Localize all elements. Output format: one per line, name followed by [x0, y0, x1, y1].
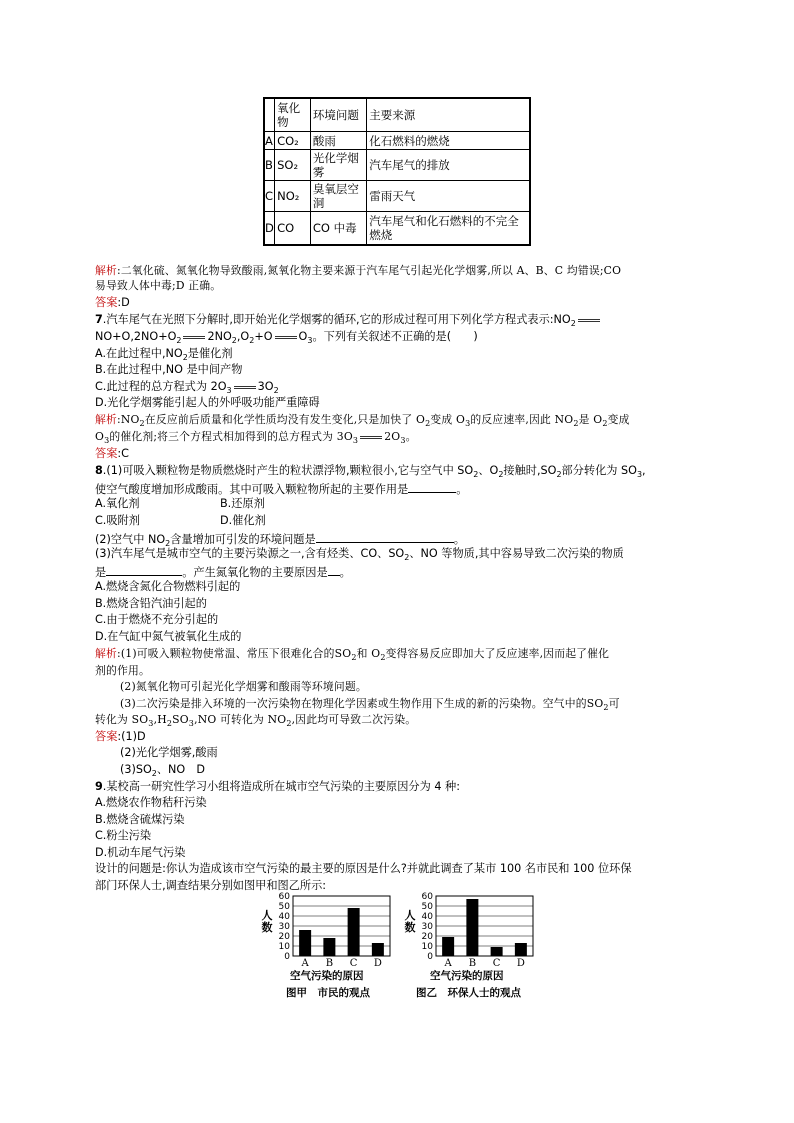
answer-label: 答案 — [95, 296, 118, 309]
answer-label: 答案 — [95, 730, 118, 743]
stem-text: NO+O,2NO+O — [95, 330, 177, 343]
y-tick-label: 10 — [421, 942, 433, 952]
table-cell: A — [265, 133, 273, 148]
question-number: 7 — [95, 313, 103, 326]
analysis-text: :二氧化硫、氮氧化物导致酸雨,氮氧化物主要来源于汽车尾气引起光化学烟雾,所以 A、B、C 均错误;CO — [117, 264, 622, 277]
q9-option-a: A.燃烧农作物秸秆污染 — [95, 796, 207, 809]
analysis-text: ,因此均可导致二次污染。 — [291, 713, 417, 726]
option-text: 是催化剂 — [187, 347, 233, 360]
analysis-label: 解析 — [95, 413, 117, 426]
answer-blank[interactable] — [328, 564, 340, 576]
y-axis-label: 人 — [261, 909, 273, 922]
analysis-label: 解析 — [95, 264, 117, 277]
q7-option-a: A.在此过程中$,NO_2$是催化剂 — [95, 347, 233, 363]
chart-xlabel: 空气污染的原因 — [290, 970, 364, 982]
q9-stem-line6: 设计的问题是:你认为造成该市空气污染的最主要的原因是什么?并就此调查了某市 100 名市民和 100 位环保 — [95, 862, 632, 875]
analysis-label: 解析 — [95, 647, 117, 660]
x-tick-label: D — [373, 958, 382, 968]
bar-B — [466, 899, 478, 956]
bar-A — [299, 930, 311, 956]
table-cell: 雷雨天气 — [367, 181, 530, 212]
q7-stem-line1: 7.汽车尾气在光照下分解时,即开始光化学烟雾的循环,它的形成过程可用下列化学方程式表示$:NO_2$ — [95, 313, 602, 327]
y-axis-label: 人 — [404, 909, 416, 922]
stem-text: , — [642, 464, 646, 477]
analysis-text: 2O — [384, 430, 401, 443]
q6-analysis-line1 — [95, 264, 621, 278]
stem-text: 。 — [456, 483, 468, 496]
table-cell: 酸雨 — [310, 132, 366, 150]
stem-text: 含量增加可引发的环境问题是 — [170, 533, 316, 546]
table-cell: 汽车尾气和化石燃料的不完全燃烧 — [367, 212, 530, 246]
y-tick-label: 60 — [421, 892, 433, 902]
analysis-text: (3)二次污染是排入环境的一次污染物在物理化学因素或生物作用下生成的新的污染物。空气中的SO — [120, 697, 604, 710]
answer-blank[interactable] — [106, 564, 182, 576]
analysis-text: :NO — [117, 413, 140, 426]
q8-analysis-line1: 解析:(1)可吸入颗粒物使常温、常压下很难化合的$SO_2$和 $O_2$变得容易反应即加大了反应速率,因而起了催化 — [95, 647, 610, 663]
analysis-text: ,NO 可转化为 NO — [194, 713, 287, 726]
chart-xlabel: 空气污染的原因 — [430, 970, 504, 982]
y-tick-label: 50 — [421, 902, 433, 912]
q8-analysis-line3: (2)氮氧化物可引起光化学烟雾和酸雨等环境问题。 — [120, 680, 367, 693]
answer-blank[interactable] — [408, 481, 456, 493]
analysis-text: :(1)可吸入颗粒物使常温、常压下很难化合的SO — [117, 647, 352, 660]
stem-text: (3)汽车尾气是城市空气的主要污染源之一,含有烃类、CO、SO — [95, 547, 405, 560]
q8-analysis-line4: (3)二次污染是排入环境的一次污染物在物理化学因素或生物作用下生成的新的污染物。空气中的$SO_2$可 — [120, 697, 620, 713]
x-tick-label: B — [325, 958, 334, 968]
analysis-text: 是 O — [578, 413, 603, 426]
analysis-text: 的反应速率,因此 NO — [470, 413, 574, 426]
q6-analysis-line2: 易导致人体中毒;D 正确。 — [95, 279, 222, 292]
stem-text: 。 — [453, 533, 465, 546]
answer-blank[interactable] — [316, 531, 454, 543]
table-cell: CO 中毒 — [310, 212, 366, 246]
table-row — [264, 181, 530, 212]
stem-text: O — [298, 330, 308, 343]
q9-stem-line1 — [95, 780, 460, 794]
table-row — [264, 132, 530, 150]
table-header-oxide: 氧化物 — [275, 98, 311, 132]
q8-option-c: C.由于燃烧不充分引起的 — [95, 613, 219, 626]
table-cell: NO₂ — [275, 181, 311, 212]
stem-text: +O — [254, 330, 273, 343]
stem-text: 部分转化为 SO — [561, 464, 637, 477]
option-text: 3O — [257, 380, 274, 393]
q8-answer-line2: (2)光化学烟雾,酸雨 — [120, 746, 218, 759]
table-cell: SO₂ — [275, 150, 311, 181]
citizen-opinion-chart — [255, 888, 395, 968]
q8-option-b: B.燃烧含铅汽油引起的 — [95, 597, 207, 610]
table-header-source: 主要来源 — [367, 98, 530, 132]
q8-answer-line1 — [95, 730, 146, 744]
bar-A — [442, 937, 454, 956]
q8-options-row2 — [95, 514, 266, 528]
q8-answer-line3: $(3)SO_2$、NO D — [120, 763, 206, 779]
table-cell: CO — [275, 212, 311, 246]
analysis-text: 变成 — [607, 413, 630, 426]
bar-C — [491, 947, 503, 956]
q8-analysis-line5: 转化为 $SO_3,H_2SO_3,NO$ 可转化为 $NO_2$,因此均可导致二次污染。 — [95, 713, 417, 729]
analysis-text: 。 — [405, 430, 417, 443]
stem-text: .某校高一研究性学习小组将造成所在城市空气污染的主要原因分为 4 种: — [102, 780, 460, 793]
chart-caption: 图甲 市民的观点 — [286, 987, 370, 999]
q9-option-d: D.机动车尾气污染 — [95, 846, 186, 859]
stem-text: 。 — [339, 566, 351, 579]
stem-text: .汽车尾气在光照下分解时,即开始光化学烟雾的循环,它的形成过程可用下列化学方程式表示:NO — [102, 313, 571, 326]
y-tick-label: 30 — [421, 922, 433, 932]
stem-text: 、O — [478, 464, 499, 477]
q8-analysis-line2: 剂的作用。 — [95, 664, 150, 677]
stem-text: .(1)可吸入颗粒物是物质燃烧时产生的粒状漂浮物,颗粒很小,它与空气中 SO — [102, 464, 474, 477]
q8-options-row1 — [95, 497, 265, 511]
q8-part3-line1: (3)汽车尾气是城市空气的主要污染源之一,含有烃类、CO、$SO_2$、NO 等物质,其中容易导致二次污染的物质 — [95, 547, 624, 563]
table-cell: 汽车尾气的排放 — [367, 150, 530, 181]
q7-answer — [95, 447, 129, 461]
table-header-problem: 环境问题 — [310, 98, 366, 132]
expert-opinion-chart — [398, 888, 538, 968]
equation-sign — [578, 319, 600, 322]
stem-text: 。下列有关叙述不正确的是( ) — [312, 330, 478, 343]
y-tick-label: 60 — [278, 892, 290, 902]
answer-label: 答案 — [95, 447, 118, 460]
y-tick-label: 0 — [284, 952, 290, 962]
chart-caption: 图乙 环保人士的观点 — [416, 987, 521, 999]
q8-stem-line1: 8.(1)可吸入颗粒物是物质燃烧时产生的粒状漂浮物,颗粒很小,它与空气中 $SO_2$、$O_2$接触时$,SO_2$部分转化为 $SO_3$, — [95, 464, 646, 480]
table-cell — [264, 98, 275, 132]
x-tick-label: C — [349, 958, 358, 968]
table-cell: 臭氧层空洞 — [310, 181, 366, 212]
table-header-row — [264, 98, 530, 132]
y-tick-label: 20 — [278, 932, 290, 942]
y-tick-label: 50 — [278, 902, 290, 912]
oxide-table — [263, 97, 531, 246]
stem-text: 。产生氮氧化物的主要原因是 — [182, 566, 328, 579]
analysis-text: 变得容易反应即加大了反应速率,因而起了催化 — [385, 647, 610, 660]
x-tick-label: B — [468, 958, 477, 968]
table-cell: 光化学烟雾 — [310, 150, 366, 181]
q7-stem-line2: $NO+O,2NO+O_2$ $2NO_2,O_2+O$ $O_3$。下列有关叙述不正确的是( ) — [95, 330, 478, 346]
analysis-text: O — [95, 430, 105, 443]
bar-D — [515, 943, 527, 956]
bar-B — [323, 938, 335, 956]
analysis-text: ,H — [153, 713, 167, 726]
q7-option-d: D.光化学烟雾能引起人的外呼吸功能严重障碍 — [95, 396, 320, 409]
answer-text: (3)SO — [120, 763, 152, 776]
option-text: A.在此过程中,NO — [95, 347, 183, 360]
answer-text: :(1)D — [117, 730, 146, 743]
table-cell: D — [264, 212, 275, 246]
option-text: C.吸附剂 — [95, 514, 140, 527]
table-cell: C — [264, 181, 275, 212]
q8-part3-line2 — [95, 564, 351, 580]
q9-option-b: B.燃烧含硫煤污染 — [95, 813, 185, 826]
table-row — [264, 150, 530, 181]
stem-text: (2)空气中 NO — [95, 533, 166, 546]
y-tick-label: 0 — [427, 952, 433, 962]
y-axis-label: 数 — [404, 921, 416, 934]
x-tick-label: A — [301, 958, 309, 968]
x-tick-label: C — [492, 958, 501, 968]
question-number: 9 — [95, 780, 103, 793]
y-tick-label: 40 — [278, 912, 290, 922]
question-number: 8 — [95, 464, 103, 477]
table-cell: B — [264, 150, 275, 181]
answer-text: :D — [117, 296, 130, 309]
q9-option-c: C.粉尘污染 — [95, 829, 152, 842]
stem-text: ,O — [236, 330, 250, 343]
table-row — [264, 212, 530, 246]
q8-option-d: D.在气缸中氮气被氧化生成的 — [95, 630, 242, 643]
stem-text: 是 — [95, 566, 107, 579]
analysis-text: 转化为 SO — [95, 713, 149, 726]
option-text: C.此过程的总方程式为 2O — [95, 380, 227, 393]
q7-analysis-line1: 解析$:NO_2$在反应前后质量和化学性质均没有发生变化,只是加快了 $O_2$变成 $O_3$的反应速率,因此 $NO_2$是 $O_2$变成 — [95, 413, 630, 429]
analysis-text: 在反应前后质量和化学性质均没有发生变化,只是加快了 O — [144, 413, 426, 426]
table-cell: CO₂ — [275, 132, 311, 150]
q8-option-a: A.燃烧含氮化合物燃料引起的 — [95, 580, 241, 593]
q8-stem-line2 — [95, 481, 467, 497]
q7-analysis-line2: $O_3$的催化剂;将三个方程式相加得到的总方程式为 $3O_3$ $2O_3$。 — [95, 430, 417, 446]
bar-C — [348, 908, 360, 956]
x-tick-label: D — [516, 958, 525, 968]
bar-D — [372, 943, 384, 956]
y-tick-label: 20 — [421, 932, 433, 942]
option-text: D.催化剂 — [220, 514, 266, 527]
y-tick-label: 40 — [421, 912, 433, 922]
option-text: A.氧化剂 — [95, 497, 140, 510]
analysis-text: 的催化剂;将三个方程式相加得到的总方程式为 3O — [109, 430, 353, 443]
analysis-text: SO — [172, 713, 189, 726]
q7-option-c: C.此过程的总方程式为 $2O_3$ $3O_2$ — [95, 380, 279, 396]
x-tick-label: A — [444, 958, 452, 968]
answer-text: :C — [117, 447, 129, 460]
equation-sign — [183, 336, 205, 339]
option-text: B.还原剂 — [220, 497, 265, 510]
equation-sign — [234, 386, 256, 389]
stem-text: 、NO 等物质,其中容易导致二次污染的物质 — [409, 547, 624, 560]
y-tick-label: 30 — [278, 922, 290, 932]
table-cell: 化石燃料的燃烧 — [367, 132, 530, 150]
y-axis-label: 数 — [261, 921, 273, 934]
stem-text: 2NO — [207, 330, 232, 343]
equation-sign — [360, 436, 382, 439]
q6-answer — [95, 296, 130, 310]
y-tick-label: 10 — [278, 942, 290, 952]
stem-text: 接触时,SO — [503, 464, 557, 477]
q9-stem-line7: 部门环保人士,调查结果分别如图甲和图乙所示: — [95, 879, 327, 892]
equation-sign — [275, 336, 297, 339]
q7-option-b: B.在此过程中,NO 是中间产物 — [95, 363, 243, 376]
analysis-text: 和 O — [356, 647, 381, 660]
analysis-text: 可 — [608, 697, 620, 710]
q8-part2: (2)空气中 $NO_2$含量增加可引发的环境问题是 。 — [95, 533, 465, 549]
stem-text: 使空气酸度增加形成酸雨。其中可吸入颗粒物所起的主要作用是 — [95, 483, 409, 496]
answer-text: 、NO D — [156, 763, 206, 776]
analysis-text: 变成 O — [430, 413, 466, 426]
